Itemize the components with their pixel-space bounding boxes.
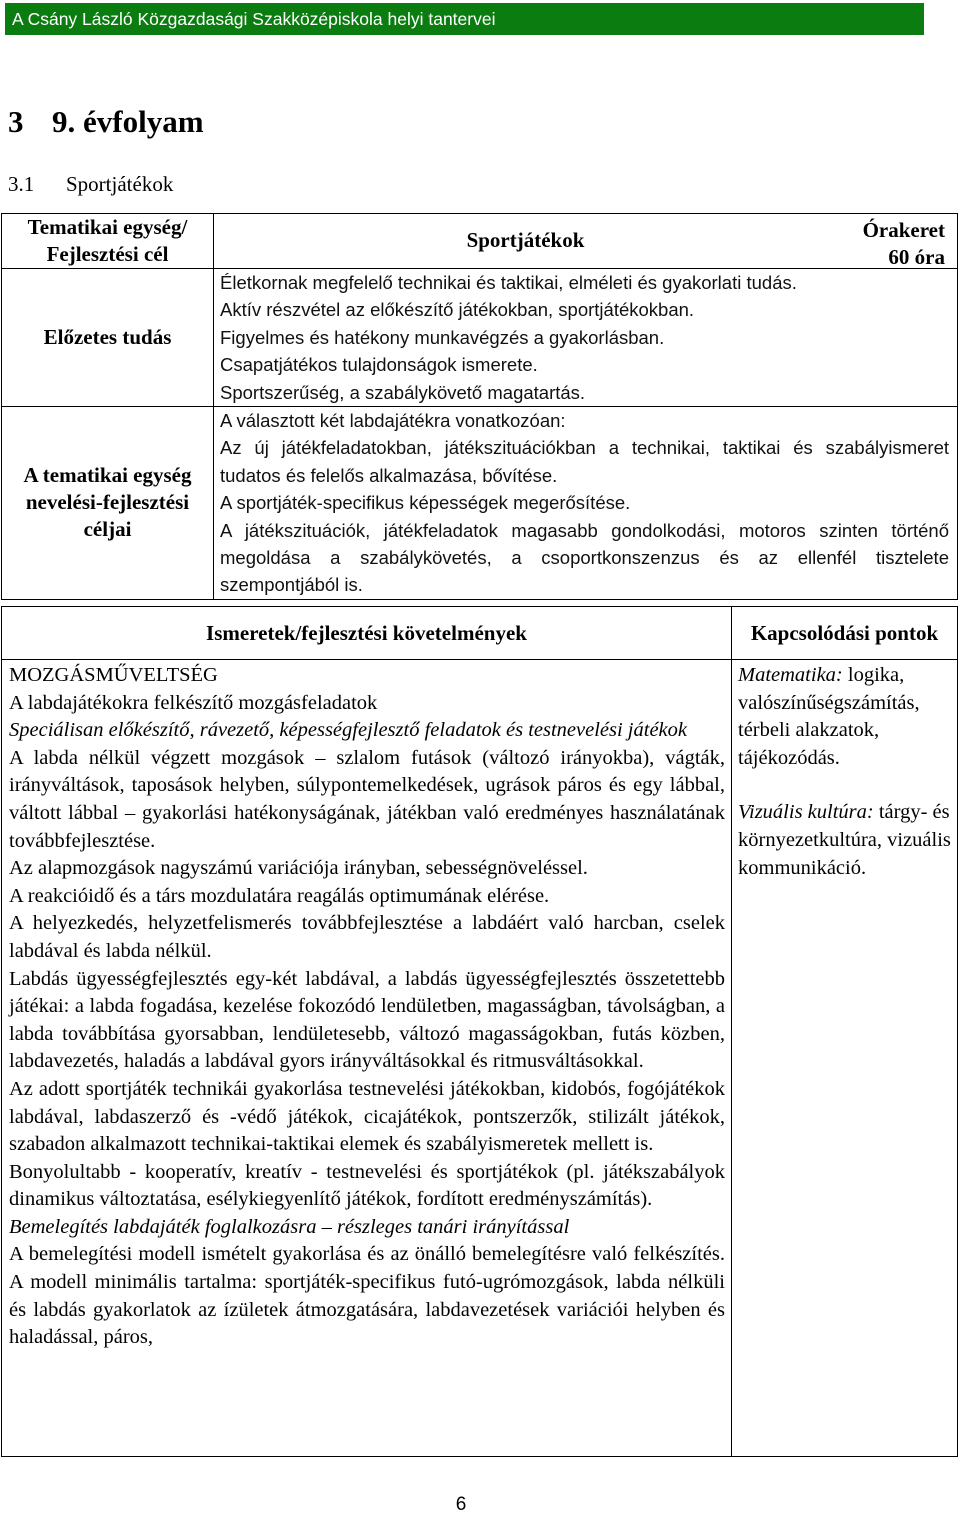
goals-line: A választott két labdajátékra vonatkozóan:: [220, 410, 566, 432]
goals-line: Az új játékfeladatokban, játékszituációkban a technikai, taktikai és szabályismeret tudatos és felelős alkalmazása, bővítése.: [220, 437, 949, 486]
hour-frame: [863, 217, 945, 271]
section-heading: [8, 172, 173, 197]
theme-title: Sportjátékok: [466, 228, 585, 252]
content-paragraph: Az adott sportjáték technikái gyakorlása testnevelési játékokban, kidobós, fogójátékok labdával, labdaszerző és -védő játékok, cicajátékok, pontszerzők, stilizált játékok, szabadon alkalmazott technikai-taktikai elemek és szabályismeretek mellett is.: [9, 1077, 725, 1156]
prior-knowledge-label-cell: [2, 269, 214, 407]
chapter-title: 9. évfolyam: [52, 104, 204, 139]
link-text: logika, valószínűségszámítás, térbeli alakzatok, tájékozódás.: [738, 664, 920, 769]
theme-label: Tematikai egység/ Fejlesztési cél: [27, 215, 188, 266]
content-italic-paragraph: Bemelegítés labdajáték foglalkozásra – részleges tanári irányítással: [9, 1215, 570, 1238]
content-paragraph: A reakcióidő és a társ mozdulatára reagálás optimumának elérése.: [9, 884, 550, 907]
section-number: 3.1: [8, 172, 35, 196]
content-paragraph: A labda nélkül végzett mozgások – szlalom futások (változó irányokba), vágták, irányváltások, taposások helyben, súlypontemelkedések, ugrások páros és egy lábbal, váltott lábbal – gyakorlási hatékonyságának, játékban való eredményes használatának továbbfejlesztése.: [9, 746, 725, 852]
content-italic-paragraph: Speciálisan előkészítő, rávezető, képességfejlesztő feladatok és testnevelési játékok: [9, 719, 687, 742]
prior-line: Csapatjátékos tulajdonságok ismerete.: [220, 354, 538, 376]
content-paragraph: A helyezkedés, helyzetfelismerés továbbfejlesztése a labdáért való harcban, cselek labdával és labda nélkül.: [9, 912, 725, 962]
goals-cell: [214, 407, 958, 600]
goals-label: A tematikai egység nevelési-fejlesztési céljai: [23, 463, 192, 542]
link-subject: Matematika:: [738, 664, 843, 686]
prior-line: Figyelmes és hatékony munkavégzés a gyakorlásban.: [220, 326, 665, 348]
prior-knowledge-label: Előzetes tudás: [43, 325, 172, 350]
links-content-cell: [732, 660, 958, 1457]
link-text: tárgy- és környezetkultúra, vizuális kommunikáció.: [738, 801, 951, 879]
goals-line: A játékszituációk, játékfeladatok magasabb gondolkodási, motoros szinten történő megoldása a szabálykövetés, a csoportkonszenzus és az ellenfél tisztelete szempontjából is.: [220, 519, 949, 596]
goals-label-cell: [2, 407, 214, 600]
hour-frame-label: Órakeret: [862, 218, 945, 242]
goals-line: A sportjáték-specifikus képességek megerősítése.: [220, 492, 631, 514]
content-paragraph: A bemelegítési modell ismételt gyakorlása és az önálló bemelegítésre való felkészítés. A modell minimális tartalma: sportjáték-specifikus futó-ugrómozgások, labda nélküli és labdás gyakorlatok az ízületek átmozgatására, labdavezetések variációi helyben és haladással, páros,: [9, 1243, 725, 1349]
requirements-header-cell: [2, 607, 732, 660]
links-header-cell: [732, 607, 958, 660]
prior-line: Életkornak megfelelő technikai és taktikai, elméleti és gyakorlati tudás.: [220, 272, 797, 293]
content-heading: MOZGÁSMŰVELTSÉG: [9, 664, 218, 686]
theme-title-cell: [214, 214, 958, 269]
link-subject: Vizuális kultúra:: [738, 801, 874, 824]
theme-label-cell: [2, 214, 214, 269]
content-paragraph: A labdajátékokra felkészítő mozgásfeladatok: [9, 691, 378, 714]
link-item-visual: [738, 799, 951, 882]
links-header: Kapcsolódási pontok: [750, 620, 939, 645]
chapter-number: 3: [8, 104, 24, 139]
prior-line: Sportszerűség, a szabálykövető magatartás.: [220, 381, 586, 403]
page-number: 6: [455, 1494, 467, 1515]
link-item-math: [738, 662, 951, 772]
requirements-header: Ismeretek/fejlesztési követelmények: [206, 620, 527, 645]
topic-table: [1, 213, 958, 600]
prior-line: Aktív részvétel az előkészítő játékokban, sportjátékokban.: [220, 299, 695, 321]
header-text: A Csány László Közgazdasági Szakközépiskola helyi tantervei: [12, 9, 496, 29]
hour-frame-value: 60 óra: [888, 245, 945, 269]
content-paragraph: Bonyolultabb - kooperatív, kreatív - testnevelési és sportjátékok (pl. játékszabályok dinamikus változtatása, esélykiegyenlítő játékok, fordított eredményszámítás).: [9, 1160, 725, 1211]
prior-knowledge-cell: [214, 269, 958, 407]
requirements-content-cell: [2, 660, 732, 1457]
requirements-table: [1, 606, 958, 1457]
chapter-heading: [8, 104, 204, 140]
content-paragraph: Labdás ügyességfejlesztés egy-két labdával, a labdás ügyességfejlesztés összetettebb játékai: a labda fogadása, kezelése fokozódó lendületben, magasságban, távolságban, a labda továbbítása gyorsabban, lendületesebb, változó magasságokban, futás közben, labdavezetés, haladás a labdával gyors irányváltásokkal és ritmusváltásokkal.: [9, 967, 725, 1073]
section-title: Sportjátékok: [66, 172, 174, 196]
document-header-bar: [5, 3, 924, 35]
content-paragraph: Az alapmozgások nagyszámú variációja irányban, sebességnöveléssel.: [9, 857, 588, 880]
